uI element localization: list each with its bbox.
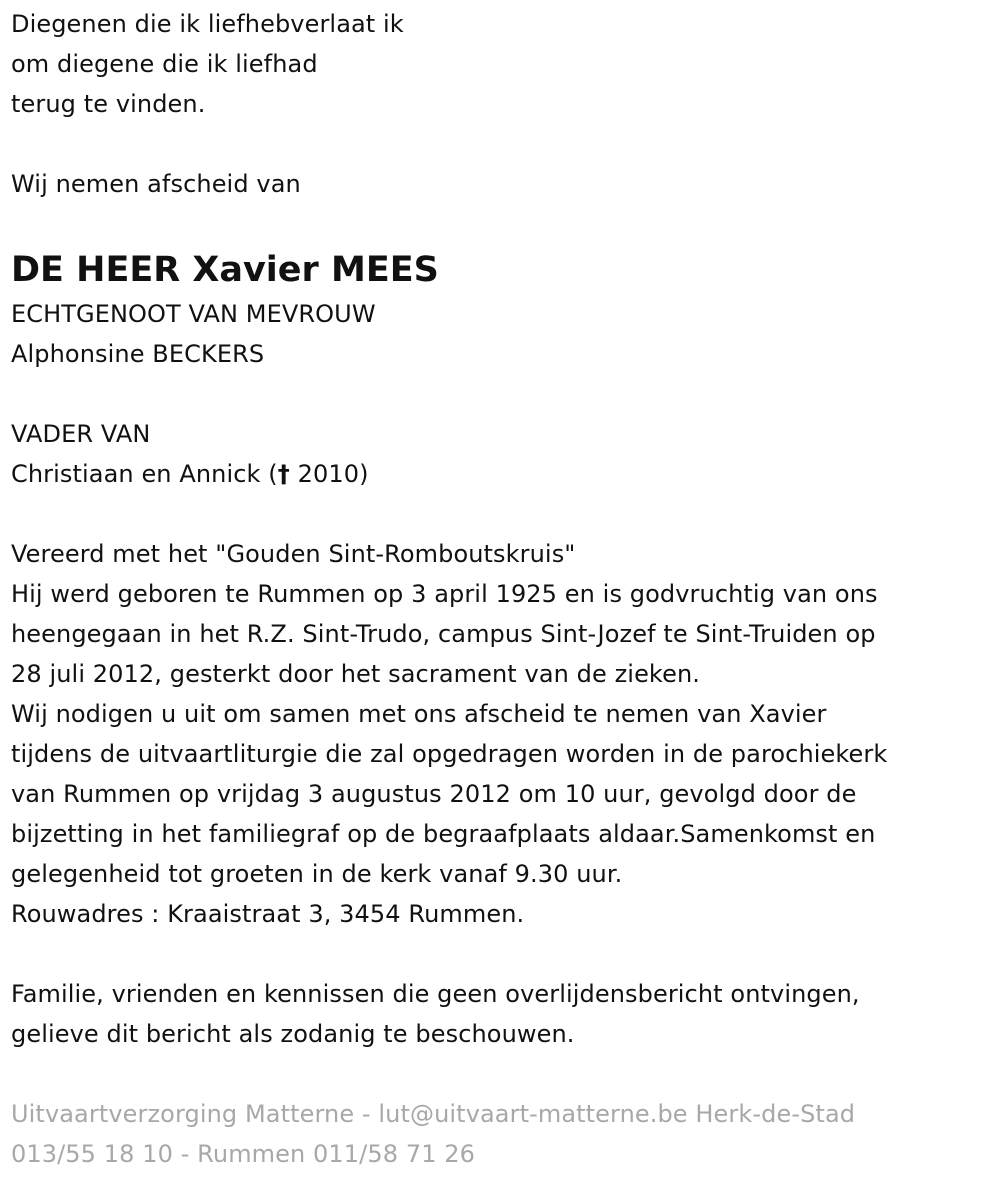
children-block (11, 414, 991, 494)
spouse-heading: ECHTGENOOT VAN MEVROUW (11, 300, 376, 328)
spouse-block (11, 294, 991, 374)
intro-text: Wij nemen afscheid van (11, 170, 301, 198)
body-line: gelegenheid tot groeten in de kerk vanaf 9.30 uur. (11, 860, 623, 888)
father-of-heading: VADER VAN (11, 420, 151, 448)
spacer (11, 124, 991, 164)
poem-line: terug te vinden. (11, 90, 206, 118)
poem-line: om diegene die ik liefhad (11, 50, 318, 78)
closing-line: Familie, vrienden en kennissen die geen overlijdensbericht ontvingen, (11, 980, 860, 1008)
body-line: Vereerd met het "Gouden Sint-Romboutskruis" (11, 540, 576, 568)
closing-line: gelieve dit bericht als zodanig te beschouwen. (11, 1020, 575, 1048)
spouse-name: Alphonsine BECKERS (11, 340, 265, 368)
children-death-year: 2010) (289, 460, 369, 488)
spacer (11, 934, 991, 974)
closing-text (11, 974, 991, 1054)
children-names: Christiaan en Annick ( (11, 460, 278, 488)
spacer (11, 1054, 991, 1094)
body-line: bijzetting in het familiegraf op de begraafplaats aldaar.Samenkomst en (11, 820, 876, 848)
body-line: 28 juli 2012, gesterkt door het sacrament van de zieken. (11, 660, 700, 688)
body-line: van Rummen op vrijdag 3 augustus 2012 om 10 uur, gevolgd door de (11, 780, 857, 808)
obituary-notice (11, 4, 991, 1174)
children-line (11, 454, 991, 494)
body-line: Wij nodigen u uit om samen met ons afscheid te nemen van Xavier (11, 700, 827, 728)
body-line: Hij werd geboren te Rummen op 3 april 1925 en is godvruchtig van ons (11, 580, 878, 608)
body-text (11, 534, 991, 934)
mourning-address: Rouwadres : Kraaistraat 3, 3454 Rummen. (11, 900, 525, 928)
spacer (11, 204, 991, 244)
footer-line: 013/55 18 10 - Rummen 011/58 71 26 (11, 1140, 476, 1168)
spacer (11, 374, 991, 414)
cross-icon: † (277, 460, 290, 488)
footer-line: Uitvaartverzorging Matterne - lut@uitvaart-matterne.be Herk-de-Stad (11, 1100, 856, 1128)
poem-line: Diegenen die ik liefhebverlaat ik (11, 10, 404, 38)
body-line: heengegaan in het R.Z. Sint-Trudo, campus Sint-Jozef te Sint-Truiden op (11, 620, 876, 648)
poem (11, 4, 991, 124)
funeral-home-footer (11, 1094, 991, 1174)
spacer (11, 494, 991, 534)
deceased-name: DE HEER Xavier MEES (11, 250, 439, 290)
body-line: tijdens de uitvaartliturgie die zal opgedragen worden in de parochiekerk (11, 740, 888, 768)
